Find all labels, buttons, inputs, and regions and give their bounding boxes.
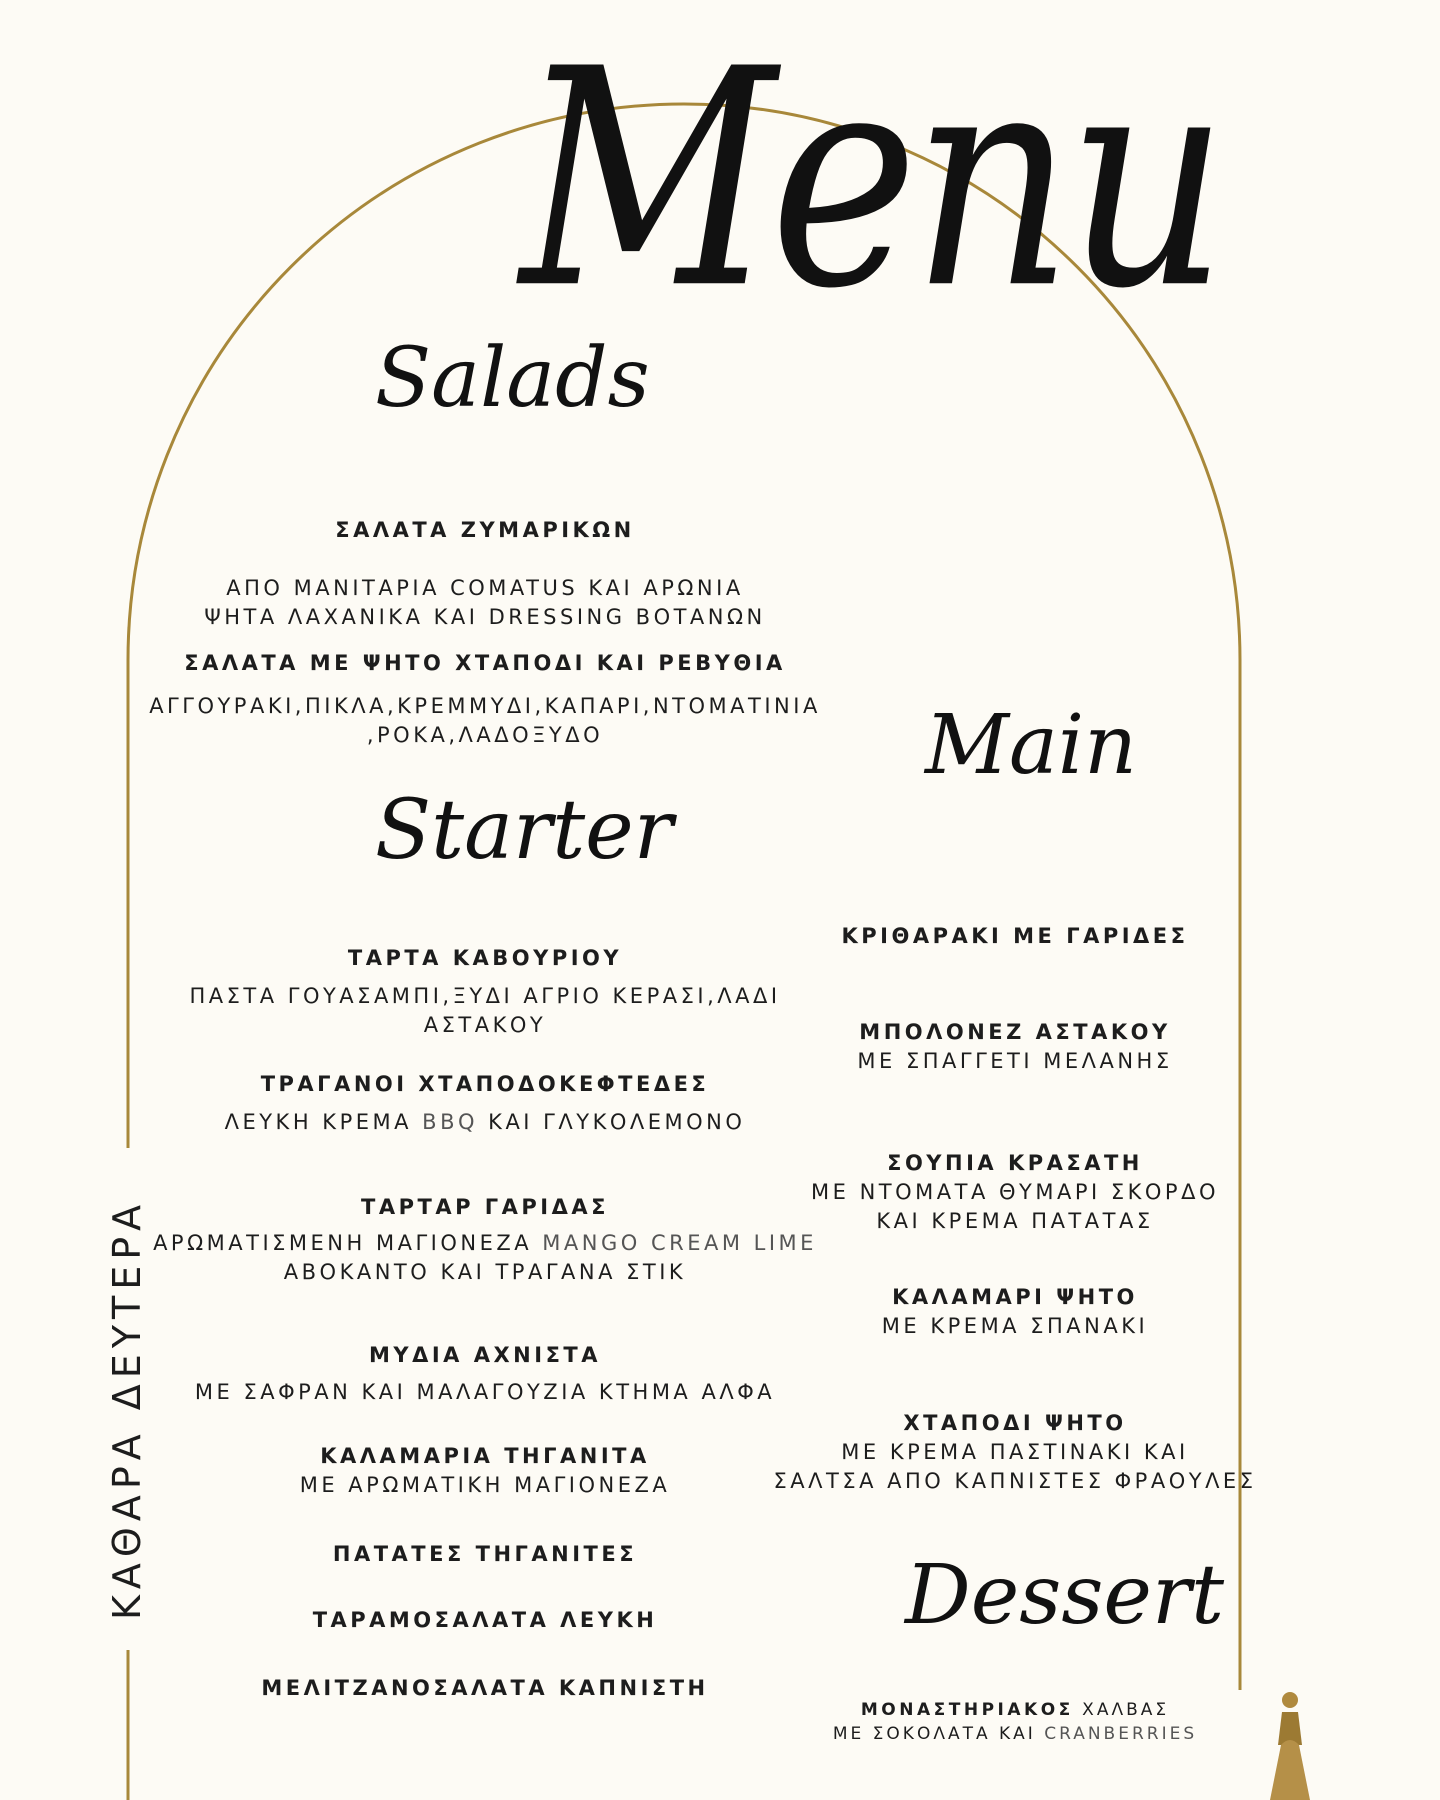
dish-description: ,ΡΟΚΑ,ΛΑΔΟΞΥΔΟ [366,723,604,747]
section-heading-dessert: Dessert [905,1548,1225,1643]
dish-name: ΠΑΤΑΤΕΣ ΤΗΓΑΝΙΤΕΣ [332,1542,638,1566]
dish-description: ΜΕ ΑΡΩΜΑΤΙΚΗ ΜΑΓΙΟΝΕΖΑ [299,1473,671,1497]
menu-item-fried-calamari [145,1442,825,1500]
right-column [745,0,1285,1800]
left-column [145,0,825,1800]
dish-description: ΜΕ ΚΡΕΜΑ ΠΑΣΤΙΝΑΚΙ ΚΑΙ [841,1440,1189,1464]
side-label: ΚΑΘΑΡΑ ΔΕΥΤΕΡΑ [105,1198,149,1620]
menu-item-salad-octopus-desc [145,692,825,750]
dish-description: ΜΕ ΣΟΚΟΛΑΤΑ ΚΑΙ CRANBERRIES [832,1724,1198,1744]
dish-name: ΚΡΙΘΑΡΑΚΙ ΜΕ ΓΑΡΙΔΕΣ [841,924,1189,948]
menu-item-taramosalata [145,1606,825,1635]
dish-description: ΜΕ ΝΤΟΜΑΤΑ ΘΥΜΑΡΙ ΣΚΟΡΔΟ [811,1180,1219,1204]
dish-description: ΠΑΣΤΑ ΓΟΥΑΣΑΜΠΙ,ΞΥΔΙ ΑΓΡΙΟ ΚΕΡΑΣΙ,ΛΑΔΙ [189,984,781,1008]
dish-name: ΤΑΡΤΑ ΚΑΒΟΥΡΙΟΥ [347,946,623,970]
dish-description: ΑΡΩΜΑΤΙΣΜΕΝΗ ΜΑΓΙΟΝΕΖΑ MANGO CREAM LIME [153,1231,817,1255]
dish-name: ΚΑΛΑΜΑΡΙ ΨΗΤΟ [892,1285,1138,1309]
dish-name: ΣΑΛΑΤΑ ΜΕ ΨΗΤΟ ΧΤΑΠΟΔΙ ΚΑΙ ΡΕΒΥΘΙΑ [184,651,786,675]
section-heading-salads: Salads [375,331,650,426]
dish-description: ΑΓΓΟΥΡΑΚΙ,ΠΙΚΛΑ,ΚΡΕΜΜΥΔΙ,ΚΑΠΑΡΙ,ΝΤΟΜΑΤΙΝΙΑ [149,694,821,718]
dish-name: ΤΑΡΑΜΟΣΑΛΑΤΑ ΛΕΥΚΗ [312,1608,658,1632]
menu-item-salad-pasta-desc [145,574,825,632]
dish-description: ΣΑΛΤΣΑ ΑΠΟ ΚΑΠΝΙΣΤΕΣ ΦΡΑΟΥΛΕΣ [773,1469,1257,1493]
dish-description: ΨΗΤΑ ΛΑΧΑΝΙΚΑ ΚΑΙ DRESSING ΒΟΤΑΝΩΝ [204,605,766,629]
dish-name: ΚΑΛΑΜΑΡΙΑ ΤΗΓΑΝΙΤΑ [320,1444,650,1468]
page-title: Menu [520,4,1222,355]
menu-item-shrimp-tartare-desc [145,1229,825,1287]
menu-item-octopus-balls-desc [145,1108,825,1137]
menu-item-crab-tart-desc [145,982,825,1040]
menu-item-octopus-balls [145,1070,825,1099]
dish-name: ΧΤΑΠΟΔΙ ΨΗΤΟ [903,1411,1127,1435]
menu-item-salad-pasta [145,516,825,545]
menu-item-salad-octopus [145,649,825,678]
menu-item-eggplant-salad [145,1674,825,1703]
menu-item-orzo-shrimp [745,922,1285,951]
menu-item-cuttlefish [745,1149,1285,1236]
dish-description: ΑΒΟΚΑΝΤΟ ΚΑΙ ΤΡΑΓΑΝΑ ΣΤΙΚ [283,1260,687,1284]
dish-description: ΜΕ ΚΡΕΜΑ ΣΠΑΝΑΚΙ [881,1314,1149,1338]
menu-item-crab-tart [145,944,825,973]
dish-name: ΜΥΔΙΑ ΑΧΝΙΣΤΑ [369,1343,601,1367]
dish-name: ΣΟΥΠΙΑ ΚΡΑΣΑΤΗ [887,1151,1143,1175]
dish-description: ΑΠΟ ΜΑΝΙΤΑΡΙΑ COMATUS ΚΑΙ ΑΡΩΝΙΑ [226,576,744,600]
dish-description: ΜΕ ΣΠΑΓΓΕΤΙ ΜΕΛΑΝΗΣ [857,1049,1173,1073]
dish-name: ΜΠΟΛΟΝΕΖ ΑΣΤΑΚΟΥ [859,1020,1171,1044]
menu-item-grilled-calamari [745,1283,1285,1341]
menu-item-mussels [145,1341,825,1370]
dish-name: ΤΡΑΓΑΝΟΙ ΧΤΑΠΟΔΟΚΕΦΤΕΔΕΣ [260,1072,710,1096]
dish-name: ΣΑΛΑΤΑ ΖΥΜΑΡΙΚΩΝ [335,518,635,542]
dish-description: ΑΣΤΑΚΟΥ [423,1013,547,1037]
menu-item-lobster-bolognese [745,1018,1285,1076]
dish-name: ΤΑΡΤΑΡ ΓΑΡΙΔΑΣ [361,1195,609,1219]
dish-description: ΜΕ ΣΑΦΡΑΝ ΚΑΙ ΜΑΛΑΓΟΥΖΙΑ ΚΤΗΜΑ ΑΛΦΑ [194,1380,776,1404]
dish-description: ΚΑΙ ΚΡΕΜΑ ΠΑΤΑΤΑΣ [876,1209,1154,1233]
dish-description: ΛΕΥΚΗ ΚΡΕΜΑ BBQ ΚΑΙ ΓΛΥΚΟΛΕΜΟΝΟ [224,1110,746,1134]
section-heading-main: Main [925,698,1137,793]
menu-item-halva [745,1698,1285,1746]
menu-item-mussels-desc [145,1378,825,1407]
menu-item-shrimp-tartare [145,1193,825,1222]
menu-item-grilled-octopus [745,1409,1285,1496]
dish-name: ΜΕΛΙΤΖΑΝΟΣΑΛΑΤΑ ΚΑΠΝΙΣΤΗ [261,1676,709,1700]
menu-item-fries [145,1540,825,1569]
section-heading-starter: Starter [375,783,673,878]
dish-name: ΜΟΝΑΣΤΗΡΙΑΚΟΣ ΧΑΛΒΑΣ [860,1700,1170,1720]
